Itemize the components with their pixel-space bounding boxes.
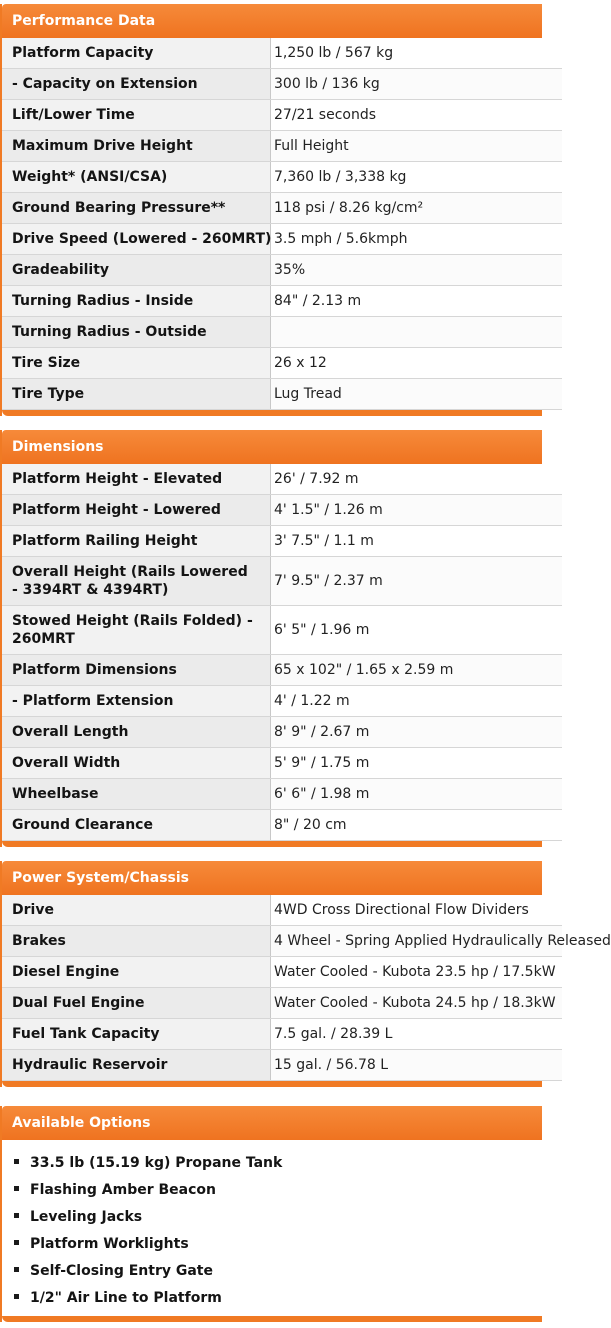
table-row [2, 162, 562, 193]
table-row [2, 686, 562, 717]
table-row [2, 1019, 562, 1050]
spec-value: 4 Wheel - Spring Applied Hydraulically Released [271, 926, 563, 957]
table-row [2, 348, 562, 379]
section-footer-bar [2, 410, 542, 416]
spec-value: 8" / 20 cm [271, 810, 563, 841]
bullet-icon [14, 1267, 19, 1272]
section-footer-bar [2, 841, 542, 847]
spec-label: Gradeability [2, 255, 271, 286]
bullet-icon [14, 1159, 19, 1164]
spec-value: 27/21 seconds [271, 100, 563, 131]
spec-label: Brakes [2, 926, 271, 957]
dimensions-header: Dimensions [2, 430, 542, 464]
spec-value [271, 317, 563, 348]
spec-label: Turning Radius - Inside [2, 286, 271, 317]
table-row [2, 69, 562, 100]
spec-value: 35% [271, 255, 563, 286]
table-row [2, 224, 562, 255]
table-row [2, 957, 562, 988]
table-row [2, 926, 562, 957]
performance-table [2, 38, 562, 410]
spec-value: 118 psi / 8.26 kg/cm² [271, 193, 563, 224]
dimensions-table [2, 464, 562, 841]
spec-value: 15 gal. / 56.78 L [271, 1050, 563, 1081]
table-row [2, 286, 562, 317]
spec-label: Maximum Drive Height [2, 131, 271, 162]
table-row [2, 100, 562, 131]
spec-label: Wheelbase [2, 779, 271, 810]
spec-value: 26' / 7.92 m [271, 464, 563, 495]
spec-value: 7.5 gal. / 28.39 L [271, 1019, 563, 1050]
table-row [2, 379, 562, 410]
spec-value: 4' 1.5" / 1.26 m [271, 495, 563, 526]
spec-value: 4' / 1.22 m [271, 686, 563, 717]
spec-label: - Platform Extension [2, 686, 271, 717]
dimensions-section [0, 430, 542, 847]
spec-label: Overall Height (Rails Lowered - 3394RT & 4394RT) [2, 557, 271, 606]
spec-value: 3.5 mph / 5.6kmph [271, 224, 563, 255]
spec-label: Platform Height - Lowered [2, 495, 271, 526]
table-row [2, 38, 562, 69]
table-row [2, 131, 562, 162]
spec-label: Lift/Lower Time [2, 100, 271, 131]
table-row [2, 193, 562, 224]
power-header: Power System/Chassis [2, 861, 542, 895]
spec-label: Platform Height - Elevated [2, 464, 271, 495]
list-item [14, 1285, 542, 1312]
spec-value: Lug Tread [271, 379, 563, 410]
table-row [2, 895, 562, 926]
option-label: 1/2" Air Line to Platform [30, 1290, 222, 1306]
list-item [14, 1204, 542, 1231]
performance-section [0, 4, 542, 416]
spec-value: Water Cooled - Kubota 23.5 hp / 17.5kW [271, 957, 563, 988]
spec-value: 6' 5" / 1.96 m [271, 606, 563, 655]
spec-label: Tire Size [2, 348, 271, 379]
table-row [2, 988, 562, 1019]
performance-header: Performance Data [2, 4, 542, 38]
table-row [2, 557, 562, 606]
option-label: Platform Worklights [30, 1236, 189, 1252]
spec-label: Hydraulic Reservoir [2, 1050, 271, 1081]
spec-label: Turning Radius - Outside [2, 317, 271, 348]
table-row [2, 317, 562, 348]
table-row [2, 779, 562, 810]
table-row [2, 810, 562, 841]
option-label: 33.5 lb (15.19 kg) Propane Tank [30, 1155, 283, 1171]
spec-label: - Capacity on Extension [2, 69, 271, 100]
spec-value: 4WD Cross Directional Flow Dividers [271, 895, 563, 926]
spec-label: Dual Fuel Engine [2, 988, 271, 1019]
table-row [2, 464, 562, 495]
spec-label: Drive Speed (Lowered - 260MRT) [2, 224, 271, 255]
spec-label: Overall Length [2, 717, 271, 748]
spec-label: Ground Bearing Pressure** [2, 193, 271, 224]
spec-value: 65 x 102" / 1.65 x 2.59 m [271, 655, 563, 686]
spec-label: Diesel Engine [2, 957, 271, 988]
spec-value: Water Cooled - Kubota 24.5 hp / 18.3kW [271, 988, 563, 1019]
options-list [2, 1140, 542, 1316]
spec-value: 5' 9" / 1.75 m [271, 748, 563, 779]
spec-label: Drive [2, 895, 271, 926]
spec-label: Stowed Height (Rails Folded) - 260MRT [2, 606, 271, 655]
spec-value: 7,360 lb / 3,338 kg [271, 162, 563, 193]
table-row [2, 606, 562, 655]
power-section [0, 861, 611, 1087]
power-table [2, 895, 611, 1081]
table-row [2, 1050, 562, 1081]
section-footer-bar [2, 1081, 542, 1087]
options-header: Available Options [2, 1106, 542, 1140]
table-row [2, 717, 562, 748]
bullet-icon [14, 1240, 19, 1245]
option-label: Self-Closing Entry Gate [30, 1263, 213, 1279]
spec-value: 8' 9" / 2.67 m [271, 717, 563, 748]
spec-label: Ground Clearance [2, 810, 271, 841]
spec-value: 300 lb / 136 kg [271, 69, 563, 100]
table-row [2, 655, 562, 686]
spec-value: 7' 9.5" / 2.37 m [271, 557, 563, 606]
spec-label: Platform Dimensions [2, 655, 271, 686]
spec-label: Fuel Tank Capacity [2, 1019, 271, 1050]
list-item [14, 1231, 542, 1258]
table-row [2, 255, 562, 286]
option-label: Flashing Amber Beacon [30, 1182, 216, 1198]
spec-label: Tire Type [2, 379, 271, 410]
spec-label: Overall Width [2, 748, 271, 779]
options-section [0, 1106, 542, 1322]
spec-value: 84" / 2.13 m [271, 286, 563, 317]
bullet-icon [14, 1294, 19, 1299]
spec-label: Platform Railing Height [2, 526, 271, 557]
table-row [2, 495, 562, 526]
spec-value: 1,250 lb / 567 kg [271, 38, 563, 69]
spec-label: Weight* (ANSI/CSA) [2, 162, 271, 193]
spec-value: 6' 6" / 1.98 m [271, 779, 563, 810]
spec-value: 3' 7.5" / 1.1 m [271, 526, 563, 557]
spec-label: Platform Capacity [2, 38, 271, 69]
list-item [14, 1258, 542, 1285]
bullet-icon [14, 1213, 19, 1218]
table-row [2, 748, 562, 779]
list-item [14, 1177, 542, 1204]
list-item [14, 1150, 542, 1177]
section-footer-bar [2, 1316, 542, 1322]
option-label: Leveling Jacks [30, 1209, 143, 1225]
spec-value: 26 x 12 [271, 348, 563, 379]
spec-value: Full Height [271, 131, 563, 162]
bullet-icon [14, 1186, 19, 1191]
table-row [2, 526, 562, 557]
